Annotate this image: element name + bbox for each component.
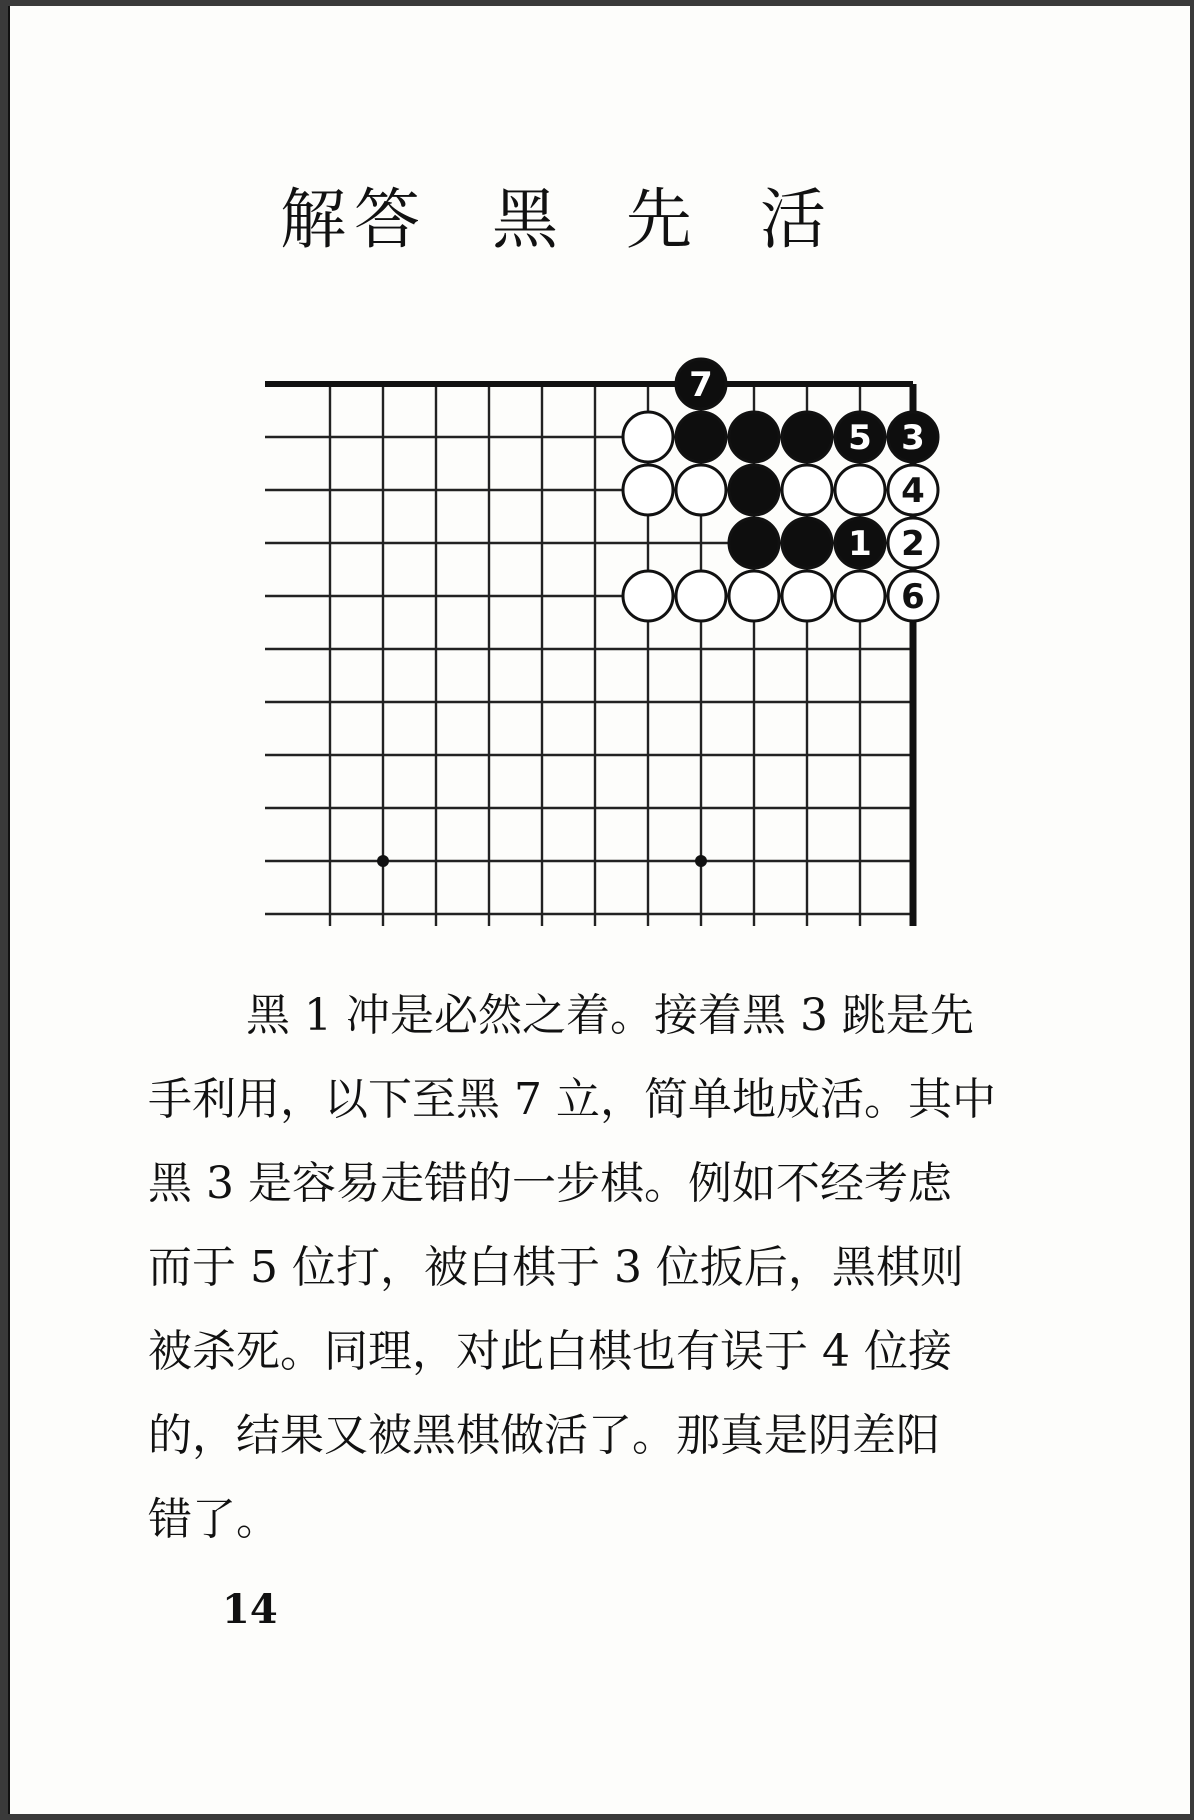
go-board-diagram: [265, 346, 965, 926]
black-stone: [782, 518, 832, 568]
title-word-first: 先: [626, 181, 700, 258]
move-number-label: 7: [689, 365, 713, 405]
white-stone: [835, 465, 885, 515]
black-stone: [782, 412, 832, 462]
move-number-label: 2: [901, 524, 925, 564]
title-word-live: 活: [760, 181, 834, 258]
white-stone: [676, 571, 726, 621]
black-stone: [729, 465, 779, 515]
move-number-label: 5: [848, 418, 872, 458]
book-page: [8, 6, 1190, 1814]
star-point: [695, 855, 707, 867]
white-stone: [623, 571, 673, 621]
white-stone: [676, 465, 726, 515]
black-stone: [676, 412, 726, 462]
title-word-answer: 解答: [280, 181, 428, 258]
text-line: 黑 1 冲是必然之着。接着黑 3 跳是先: [246, 990, 974, 1041]
white-stone: [835, 571, 885, 621]
move-number-label: 4: [901, 471, 925, 511]
white-stone: [729, 571, 779, 621]
text-line: 而于 5 位打，被白棋于 3 位扳后，黑棋则: [148, 1242, 964, 1293]
star-point: [377, 855, 389, 867]
white-stone: [782, 571, 832, 621]
white-stone: [782, 465, 832, 515]
stones: [623, 359, 938, 621]
title-word-black: 黑: [492, 181, 566, 258]
move-number-label: 1: [848, 524, 872, 564]
white-stone: [623, 465, 673, 515]
move-number-label: 6: [901, 577, 925, 617]
black-stone: [729, 412, 779, 462]
move-number-label: 3: [901, 418, 925, 458]
page-title: [280, 166, 880, 261]
text-line: 的，结果又被黑棋做活了。那真是阴差阳: [148, 1410, 940, 1461]
page-number: 14: [222, 1586, 278, 1633]
white-stone: [623, 412, 673, 462]
text-line: 错了。: [148, 1494, 280, 1545]
explanation-text: [148, 974, 1108, 1562]
text-line: 手利用，以下至黑 7 立，简单地成活。其中: [148, 1074, 996, 1125]
text-line: 黑 3 是容易走错的一步棋。例如不经考虑: [148, 1158, 952, 1209]
text-line: 被杀死。同理，对此白棋也有误于 4 位接: [148, 1326, 952, 1377]
black-stone: [729, 518, 779, 568]
